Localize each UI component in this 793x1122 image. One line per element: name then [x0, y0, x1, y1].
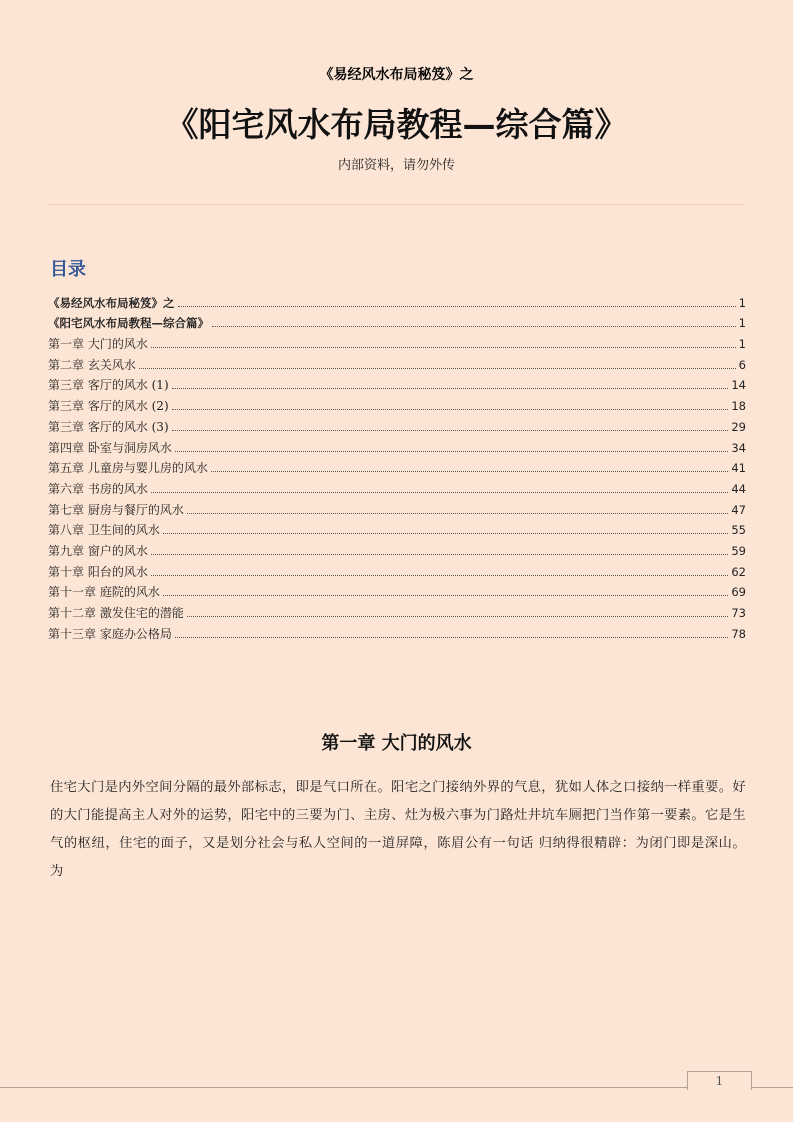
toc-entry-page: 41 [731, 461, 746, 476]
toc-entry-page: 1 [738, 316, 746, 331]
toc-entry-title: 第十二章 激发住宅的潜能 [48, 606, 184, 620]
toc-entry-title: 第三章 客厅的风水 (2) [48, 399, 169, 414]
toc-entry-page: 6 [738, 357, 746, 372]
page-number: 1 [687, 1071, 752, 1090]
toc-entry-page: 73 [731, 606, 746, 620]
toc-entry-page: 1 [738, 295, 746, 310]
toc-entry[interactable] [48, 518, 746, 539]
toc-entry-title: 第十三章 家庭办公格局 [48, 626, 172, 641]
toc-entry-page: 59 [731, 543, 746, 558]
header-divider [48, 204, 745, 205]
toc-entry-title: 第八章 卫生间的风水 [48, 523, 160, 538]
toc-entry-title: 《易经风水布局秘笈》之 [48, 295, 175, 310]
toc-entry-title: 第一章 大门的风水 [48, 337, 148, 352]
toc-entry[interactable] [48, 621, 746, 642]
toc-entry[interactable] [48, 435, 746, 456]
toc-entry-title: 第九章 窗户的风水 [48, 543, 148, 558]
toc-dot-leader [163, 532, 729, 534]
toc-dot-leader [178, 305, 736, 307]
toc-entry-page: 29 [731, 419, 746, 434]
toc-entry-page: 47 [731, 502, 746, 517]
toc-heading: 目录 [50, 259, 86, 280]
toc-entry[interactable] [48, 600, 746, 621]
toc-entry-title: 第五章 儿童房与婴儿房的风水 [48, 461, 208, 476]
document-subtitle: 内部资料，请勿外传 [337, 158, 455, 173]
toc-dot-leader [151, 574, 729, 576]
toc-entry[interactable] [48, 559, 746, 580]
toc-entry[interactable] [48, 538, 746, 559]
toc-entry-title: 第三章 客厅的风水 (3) [48, 419, 169, 434]
series-title: 《易经风水布局秘笈》之 [319, 67, 474, 83]
toc-dot-leader [151, 346, 736, 348]
toc-dot-leader [172, 408, 729, 410]
toc-entry-title: 第四章 卧室与洞房风水 [48, 440, 172, 455]
toc-entry-title: 第七章 厨房与餐厅的风水 [48, 502, 184, 517]
toc-dot-leader [175, 450, 729, 452]
toc-entry[interactable] [48, 414, 746, 435]
toc-dot-leader [151, 491, 729, 493]
toc-entry-title: 第六章 书房的风水 [48, 481, 148, 496]
toc-entry-page: 78 [731, 626, 746, 641]
chapter-body-text: 住宅大门是内外空间分隔的最外部标志，即是气口所在。阳宅之门接纳外界的气息，犹如人体之口接纳一样重要。好的大门能提高主人对外的运势，阳宅中的三要为门、主房、灶为极六事为门路灶井坑车厕把门当作第一要素。它是生气的枢纽，住宅的面子，又是划分社会与私人空间的一道屏障，陈眉公有一句话 归纳得很精辟：为闭门即是深山。为 [50, 780, 746, 879]
toc-entry-page: 14 [731, 378, 746, 393]
toc-entry[interactable] [48, 476, 746, 497]
toc-entry[interactable] [48, 331, 746, 352]
chapter-heading: 第一章 大门的风水 [321, 733, 472, 754]
table-of-contents [48, 290, 746, 642]
toc-entry-page: 34 [731, 440, 746, 455]
toc-entry-page: 62 [731, 564, 746, 579]
toc-dot-leader [172, 387, 729, 389]
toc-dot-leader [175, 636, 729, 638]
toc-entry[interactable] [48, 497, 746, 518]
toc-entry-page: 55 [731, 523, 746, 538]
toc-entry-title: 第三章 客厅的风水 (1) [48, 378, 169, 393]
toc-entry-page: 44 [731, 481, 746, 496]
toc-entry[interactable] [48, 580, 746, 601]
toc-dot-leader [211, 470, 729, 472]
toc-entry-page: 18 [731, 399, 746, 414]
toc-dot-leader [187, 512, 729, 514]
toc-entry[interactable] [48, 456, 746, 477]
toc-entry[interactable] [48, 352, 746, 373]
toc-dot-leader [212, 325, 736, 327]
toc-dot-leader [139, 367, 736, 369]
footer-line [0, 1087, 793, 1088]
toc-entry[interactable] [48, 311, 746, 332]
toc-entry[interactable] [48, 290, 746, 311]
toc-entry-page: 69 [731, 585, 746, 600]
document-title: 《阳宅风水布局教程—综合篇》 [165, 105, 628, 144]
toc-dot-leader [163, 594, 729, 596]
toc-entry-page: 1 [738, 337, 746, 352]
toc-entry-title: 第十一章 庭院的风水 [48, 585, 160, 600]
toc-dot-leader [151, 553, 729, 555]
toc-dot-leader [187, 615, 729, 617]
toc-entry[interactable] [48, 393, 746, 414]
toc-entry-title: 第二章 玄关风水 [48, 357, 136, 372]
toc-entry-title: 第十章 阳台的风水 [48, 564, 148, 579]
toc-dot-leader [172, 429, 729, 431]
toc-entry-title: 《阳宅风水布局教程—综合篇》 [48, 316, 209, 331]
toc-entry[interactable] [48, 373, 746, 394]
